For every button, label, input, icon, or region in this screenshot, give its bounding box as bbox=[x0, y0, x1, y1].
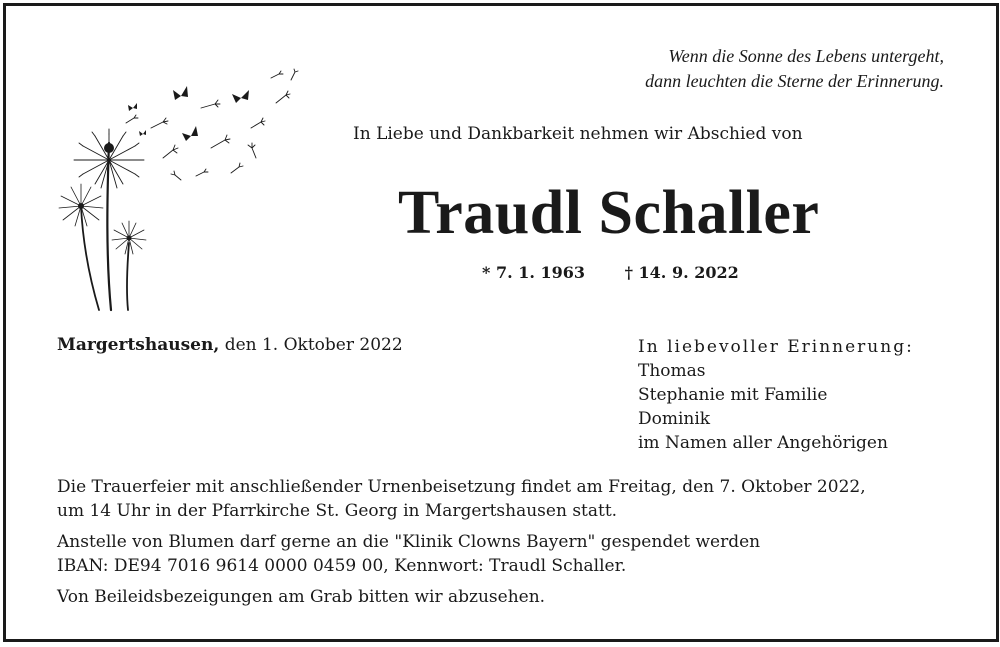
motto-line-1: Wenn die Sonne des Lebens untergeht, bbox=[668, 46, 944, 66]
life-dates bbox=[482, 263, 739, 282]
motto-line-2: dann leuchten die Sterne der Erinnerung. bbox=[645, 71, 944, 91]
mourner-name: Stephanie mit Familie bbox=[638, 385, 828, 405]
donation-line-2: IBAN: DE94 7016 9614 0000 0459 00, Kennwort: Traudl Schaller. bbox=[57, 556, 627, 576]
deceased-name: Traudl Schaller bbox=[398, 179, 820, 247]
dandelion-butterflies-illustration bbox=[51, 68, 321, 318]
funeral-line-2: um 14 Uhr in der Pfarrkirche St. Georg in Margertshausen statt. bbox=[57, 501, 618, 521]
mourner-name: im Namen aller Angehörigen bbox=[638, 433, 888, 453]
place-town: Margertshausen, bbox=[57, 335, 220, 355]
funeral-info bbox=[57, 475, 957, 523]
birth-date: * 7. 1. 1963 bbox=[482, 263, 586, 282]
motto-quote bbox=[645, 44, 944, 94]
donation-line-1: Anstelle von Blumen darf gerne an die "Klinik Clowns Bayern" gespendet werden bbox=[57, 532, 761, 552]
obituary-card bbox=[3, 3, 999, 642]
donation-info bbox=[57, 530, 957, 578]
mourner-name: Dominik bbox=[638, 409, 711, 429]
place-date: den 1. Oktober 2022 bbox=[224, 335, 403, 355]
intro-text: In Liebe und Dankbarkeit nehmen wir Abschied von bbox=[353, 124, 803, 144]
funeral-line-1: Die Trauerfeier mit anschließender Urnenbeisetzung findet am Freitag, den 7. Oktober 2022, bbox=[57, 477, 866, 497]
mourners-list bbox=[638, 335, 914, 455]
death-date: † 14. 9. 2022 bbox=[624, 263, 739, 282]
place-and-date bbox=[57, 335, 403, 355]
mourner-name: Thomas bbox=[638, 361, 706, 381]
mourners-heading: In liebevoller Erinnerung: bbox=[638, 337, 914, 357]
closing-note: Von Beileidsbezeigungen am Grab bitten wir abzusehen. bbox=[57, 587, 546, 607]
